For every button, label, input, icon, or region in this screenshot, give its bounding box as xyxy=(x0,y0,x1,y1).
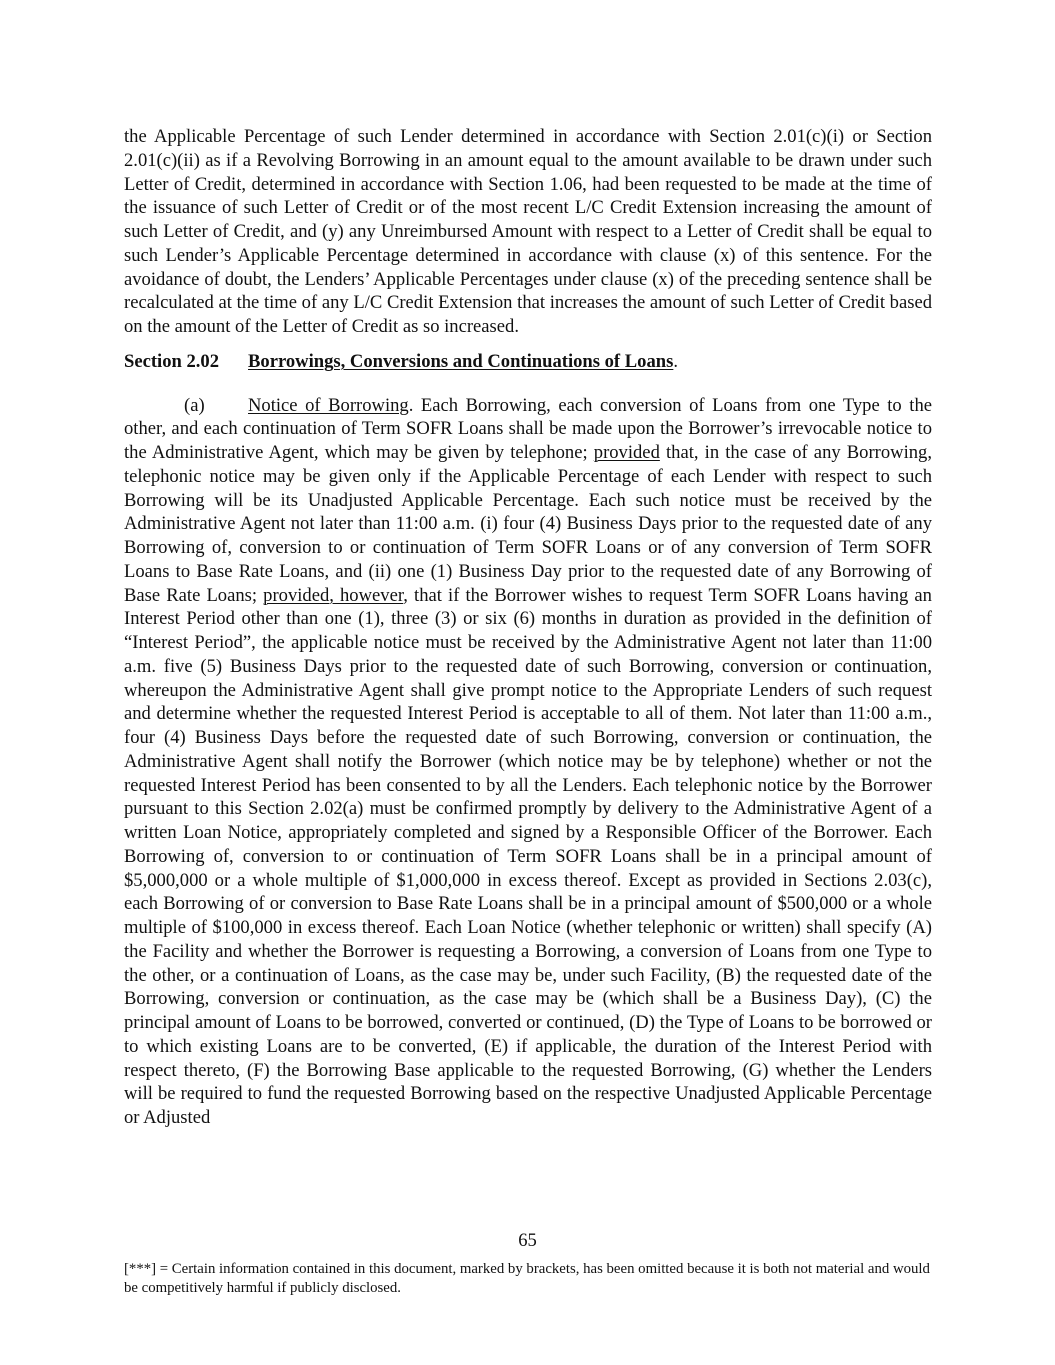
section-title: Borrowings, Conversions and Continuations of Loans xyxy=(248,350,674,372)
section-heading xyxy=(124,350,932,374)
provided-term-1: provided xyxy=(593,442,660,463)
subsection-a-paragraph xyxy=(124,394,932,1130)
subsection-heading: Notice of Borrowing xyxy=(248,394,409,416)
page-number: 65 xyxy=(518,1230,537,1251)
subsection-text-3: , that if the Borrower wishes to request Term SOFR Loans having an Interest Period other than one (1), three (3) or six (6) months in duration as provided in the definition of “Interest Period”, the applicable notice must be received by the Administrative Agent not later than 11:00 a.m. five (5) Business Days prior to the requested date of such Borrowing, conversion or continuation, whereupon the Administrative Agent shall give prompt notice to the Appropriate Lenders of such request and determine whether the requested Interest Period is acceptable to all of them. Not later than 11:00 a.m., four (4) Business Days before the requested date of such Borrowing, conversion or continuation, the Administrative Agent shall notify the Borrower (which notice may be by telephone) whether or not the requested Interest Period has been consented to by all the Lenders. Each telephonic notice by the Borrower pursuant to this Section 2.02(a) must be confirmed promptly by delivery to the Administrative Agent of a written Loan Notice, appropriately completed and signed by a Responsible Officer of the Borrower. Each Borrowing of, conversion to or continuation of Term SOFR Loans shall be in a principal amount of $5,000,000 or a whole multiple of $1,000,000 in excess thereof. Except as provided in Sections 2.03(c), each Borrowing of or conversion to Base Rate Loans shall be in a principal amount of $500,000 or a whole multiple of $100,000 in excess thereof. Each Loan Notice (whether telephonic or written) shall specify (A) the Facility and whether the Borrower is requesting a Borrowing, a conversion of Loans from one Type to the other, or a continuation of Loans, as the case may be, under such Facility, (B) the requested date of the Borrowing, conversion or continuation, as the case may be (which shall be a Business Day), (C) the principal amount of Loans to be borrowed, converted or continued, (D) the Type of Loans to be borrowed or to which existing Loans are to be converted, (E) if applicable, the duration of the Interest Period with respect thereto, (F) the Borrowing Base applicable to the requested Borrowing, (G) whether the Lenders will be required to fund the requested Borrowing based on the respective Unadjusted Applicable Percentage or Adjusted xyxy=(124,584,932,1128)
intro-paragraph: the Applicable Percentage of such Lender determined in accordance with Section 2.01(c)(i) or Section 2.01(c)(ii) as if a Revolving Borrowing in an amount equal to the amount available to be drawn under such Letter of Credit, determined in accordance with Section 1.06, had been requested to be made at the time of the issuance of such Letter of Credit or of the most recent L/C Credit Extension increasing the amount of such Letter of Credit, and (y) any Unreimbursed Amount with respect to a Letter of Credit shall be equal to such Lender’s Applicable Percentage determined in accordance with clause (x) of this sentence. For the avoidance of doubt, the Lenders’ Applicable Percentages under clause (x) of the preceding sentence shall be recalculated at the time of any L/C Credit Extension that increases the amount of such Letter of Credit based on the amount of the Letter of Credit as so increased. xyxy=(124,126,932,337)
confidentiality-footnote: [***] = Certain information contained in this document, marked by brackets, has been omitted because it is both not material and would be competitively harmful if publicly disclosed. xyxy=(124,1261,930,1296)
subsection-text-2: that, in the case of any Borrowing, telephonic notice may be given only if the Applicable Percentage of each Lender with respect to such Borrowing will be its Unadjusted Applicable Percentage. Each such notice must be received by the Administrative Agent not later than 11:00 a.m. (i) four (4) Business Days prior to the requested date of any Borrowing of, conversion to or continuation of Term SOFR Loans or of any conversion of Term SOFR Loans to Base Rate Loans, and (ii) one (1) Business Day prior to the requested date of any Borrowing of Base Rate Loans; xyxy=(124,442,932,606)
subsection-text-1: . Each Borrowing, each conversion of Loans from one Type to the other, and each continuation of Term SOFR Loans shall be made upon the Borrower’s irrevocable notice to the Administrative Agent, which may be given by telephone; xyxy=(124,394,932,463)
section-title-period: . xyxy=(673,350,678,372)
subsection-label: (a) xyxy=(184,394,205,416)
document-page xyxy=(124,125,932,1130)
provided-however-term: provided, however xyxy=(263,584,404,606)
section-number: Section 2.02 xyxy=(124,350,220,372)
